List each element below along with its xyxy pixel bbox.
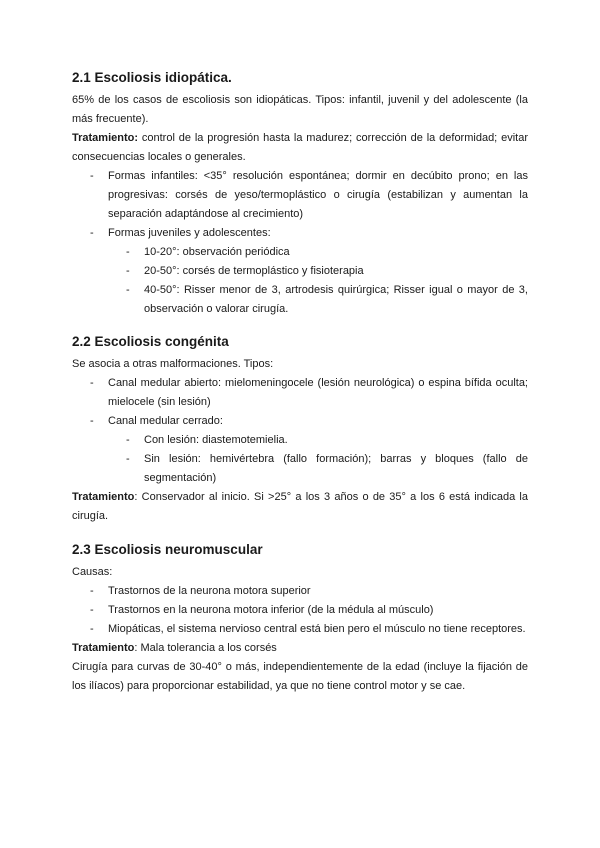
section-heading: 2.3 Escoliosis neuromuscular (72, 542, 263, 557)
treatment-paragraph (72, 639, 528, 658)
bullet-list (72, 582, 528, 639)
treatment-label: Tratamiento (72, 642, 135, 654)
dash-bullet-icon: - (126, 246, 130, 258)
treatment-text: : Conservador al inicio. Si >25° a los 3 años o de 35° a los 6 está indicada la cirugía. (72, 491, 528, 522)
sub-list-item (72, 431, 528, 450)
list-item (72, 374, 528, 412)
sub-list-item (72, 450, 528, 488)
section-intro: 65% de los casos de escoliosis son idiopáticas. Tipos: infantil, juvenil y del adolescente (la más frecuente). (72, 94, 528, 125)
dash-bullet-icon: - (90, 415, 94, 427)
list-item-text: Formas juveniles y adolescentes: (108, 227, 271, 239)
list-item (72, 412, 528, 488)
treatment-text: : Mala tolerancia a los corsés (134, 642, 277, 654)
sub-list-item-text: 20-50°: corsés de termoplástico y fisioterapia (144, 265, 364, 277)
dash-bullet-icon: - (126, 284, 130, 296)
sub-list-item (72, 243, 528, 262)
section-congenita (72, 333, 528, 526)
list-item-text: Miopáticas, el sistema nervioso central está bien pero el músculo no tiene receptores. (108, 623, 526, 635)
dash-bullet-icon: - (90, 585, 94, 597)
section-heading: 2.1 Escoliosis idiopática. (72, 70, 232, 85)
sub-list-item-text: 40-50°: Risser menor de 3, artrodesis quirúrgica; Risser igual o mayor de 3, observación o valorar cirugía. (144, 284, 528, 315)
document-body (72, 69, 528, 696)
list-item-text: Trastornos de la neurona motora superior (108, 585, 311, 597)
dash-bullet-icon: - (90, 377, 94, 389)
list-item (72, 620, 528, 639)
list-item (72, 224, 528, 319)
sub-bullet-list (108, 431, 528, 488)
list-item-text: Formas infantiles: <35° resolución espontánea; dormir en decúbito prono; en las progresivas: corsés de yeso/termoplástico o cirugía (estabilizan y aumentan la separación adaptándose al crecimiento) (108, 170, 528, 220)
dash-bullet-icon: - (90, 604, 94, 616)
treatment-label: Tratamiento (72, 491, 135, 503)
sub-list-item-text: Sin lesión: hemivértebra (fallo formación); barras y bloques (fallo de segmentación) (144, 453, 528, 484)
sub-bullet-list (108, 243, 528, 319)
treatment-label: Tratamiento: (72, 132, 139, 144)
sub-list-item-text: Con lesión: diastemotemielia. (144, 434, 288, 446)
sub-list-item-text: 10-20°: observación periódica (144, 246, 290, 258)
list-item-text: Trastornos en la neurona motora inferior (de la médula al músculo) (108, 604, 434, 616)
list-item-text: Canal medular abierto: mielomeningocele (lesión neurológica) o espina bífida oculta; mielocele (sin lesión) (108, 377, 528, 408)
treatment-text: control de la progresión hasta la madurez; corrección de la deformidad; evitar consecuencias locales o generales. (72, 132, 528, 163)
dash-bullet-icon: - (90, 623, 94, 635)
treatment-paragraph (72, 129, 528, 167)
list-item (72, 582, 528, 601)
sub-list-item (72, 262, 528, 281)
dash-bullet-icon: - (90, 227, 94, 239)
treatment-paragraph (72, 488, 528, 526)
sub-list-item (72, 281, 528, 319)
section-idiopatica (72, 69, 528, 319)
list-item-text: Canal medular cerrado: (108, 415, 223, 427)
section-neuromuscular (72, 541, 528, 696)
section-heading: 2.2 Escoliosis congénita (72, 334, 229, 349)
list-item (72, 167, 528, 224)
bullet-list (72, 167, 528, 319)
bullet-list (72, 374, 528, 488)
section-intro: Se asocia a otras malformaciones. Tipos: (72, 358, 274, 370)
section-intro: Causas: (72, 566, 113, 578)
dash-bullet-icon: - (90, 170, 94, 182)
closing-paragraph: Cirugía para curvas de 30-40° o más, independientemente de la edad (incluye la fijación de los ilíacos) para proporcionar estabilidad, ya que no tiene control motor y se cae. (72, 661, 528, 692)
dash-bullet-icon: - (126, 453, 130, 465)
list-item (72, 601, 528, 620)
dash-bullet-icon: - (126, 434, 130, 446)
dash-bullet-icon: - (126, 265, 130, 277)
